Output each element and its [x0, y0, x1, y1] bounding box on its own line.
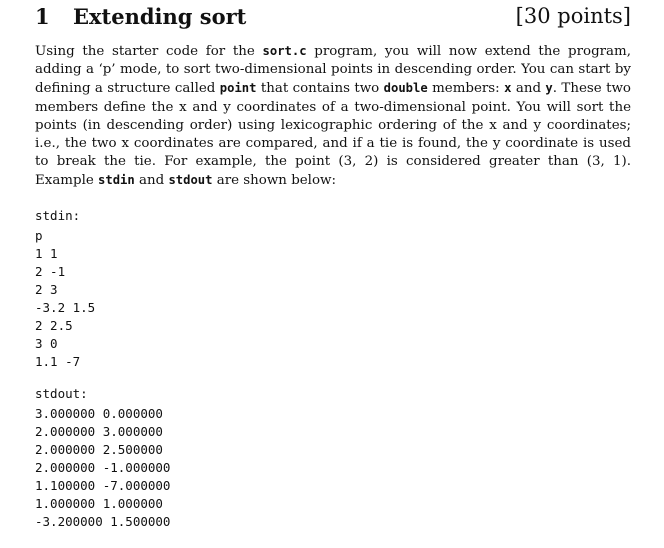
stdout-label: stdout:	[35, 385, 88, 401]
stdout-line: 2.000000 2.500000	[35, 441, 163, 457]
inline-code-x: x	[504, 81, 512, 96]
text-run: are shown below:	[212, 173, 337, 189]
text-run: and	[511, 81, 546, 97]
stdout-line: 1.100000 -7.000000	[35, 477, 171, 493]
stdin-line: -3.2 1.5	[35, 299, 96, 315]
stdin-line: 3 0	[35, 335, 58, 351]
stdout-block	[35, 385, 631, 531]
stdout-line: 2.000000 3.000000	[35, 423, 163, 439]
stdout-line: 3.000000 0.000000	[35, 405, 163, 421]
section-title: Extending sort	[73, 4, 247, 29]
inline-code-sort-c: sort.c	[262, 44, 307, 58]
stdin-line: p	[35, 227, 43, 243]
instructions-paragraph	[35, 42, 631, 191]
inline-code-stdin: stdin	[98, 173, 135, 188]
stdout-line: -3.200000 1.500000	[35, 513, 171, 529]
stdin-line: 2 2.5	[35, 317, 73, 333]
inline-code-double: double	[383, 81, 428, 96]
stdout-line: 1.000000 1.000000	[35, 495, 163, 511]
stdin-line: 2 3	[35, 281, 58, 297]
spacer	[35, 371, 631, 385]
section-points: [30 points]	[515, 4, 631, 28]
document-page	[35, 0, 631, 531]
text-run: . These two members define the x and y coordinates of a two-dimensional point. You will sort the points (in descending order) using lexicographic ordering of the x and y coordinates; i.e., the two x coordinates are compared, and if a tie is found, the y coordinate is used to break the tie. For example, the point (3, 2) is considered greater than (3, 1). Example	[35, 81, 631, 189]
stdin-line: 1.1 -7	[35, 353, 81, 369]
text-run: and	[134, 173, 169, 189]
stdin-line: 1 1	[35, 245, 58, 261]
text-run: members:	[427, 81, 505, 97]
text-run: Using the starter code for the	[35, 44, 263, 59]
section-number: 1	[35, 4, 50, 29]
text-run: that contains two	[256, 81, 384, 97]
inline-code-stdout: stdout	[168, 173, 213, 188]
inline-code-point: point	[219, 81, 257, 96]
stdin-line: 2 -1	[35, 263, 66, 279]
stdin-label: stdin:	[35, 207, 81, 223]
section-heading	[35, 2, 631, 30]
text-run: program, you will now extend the program, adding a ‘p’ mode, to sort two-dimensional points in descending order. You can start by defining a structure called	[35, 44, 631, 97]
stdout-line: 2.000000 -1.000000	[35, 459, 171, 475]
inline-code-y: y	[545, 81, 553, 96]
stdin-block	[35, 207, 631, 371]
